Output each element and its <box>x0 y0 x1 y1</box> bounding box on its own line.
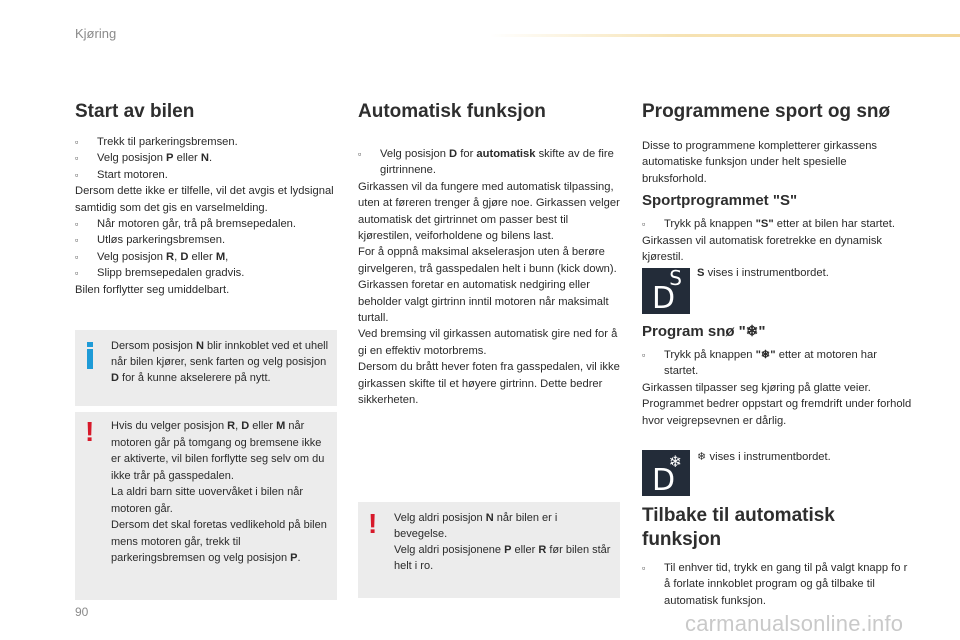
bullet-icon: ▫ <box>75 137 79 147</box>
list-item: ▫ Velg posisjon P eller N. <box>75 150 337 166</box>
info-box <box>75 330 337 406</box>
sport-display-icon: S D <box>642 268 690 314</box>
page-number: 90 <box>75 605 89 619</box>
paragraph: Girkassen vil da fungere med automatisk tilpassing, uten at føreren trenger å gjøre noe. Girkassen velger automatisk det girtrinnet om passer best til kjørestilen, veiforholdene og bilens last. <box>358 180 620 243</box>
list-item: ▫ Når motoren går, trå på bremsepedalen. <box>75 216 337 232</box>
snow-title: Program snø "❄" <box>642 323 766 340</box>
programs-section <box>642 100 912 265</box>
bullet-icon: ▫ <box>75 235 79 246</box>
programs-title: Programmene sport og snø <box>642 101 891 122</box>
list-item: ▫ Velg posisjon D for automatisk skifte av de fire girtrinnene. <box>358 146 620 179</box>
sport-display-note: S vises i instrumentbordet. <box>697 267 829 279</box>
paragraph: Programmet bedrer oppstart og fremdrift under forhold hvor veigrepsevnen er dårlig. <box>642 398 912 427</box>
list-item: ▫ Slipp bremsepedalen gradvis. <box>75 265 337 281</box>
list-item: ▫ Trykk på knappen "❄" etter at motoren har startet. <box>642 347 912 380</box>
list-item: ▫ Velg posisjon R, D eller M, <box>75 249 337 265</box>
paragraph: Girkassen tilpasser seg kjøring på glatte veier. <box>642 381 871 394</box>
automatic-title: Automatisk funksjon <box>358 101 546 122</box>
list-item: ▫ Til enhver tid, trykk en gang til på valgt knapp fo r å forlate innkoblet program og gå tilbake til automatisk funksjon. <box>642 560 912 609</box>
back-title: Tilbake til automatisk funksjon <box>642 505 835 550</box>
snow-section <box>642 318 912 429</box>
list-item: ▫ Trykk på knappen "S" etter at bilen har startet. <box>642 216 912 232</box>
warning-box <box>75 412 337 600</box>
snow-display-note: ❄ vises i instrumentbordet. <box>697 451 831 463</box>
bullet-icon: ▫ <box>75 268 79 279</box>
warning-text: Hvis du velger posisjon R, D eller M når motoren går på tomgang og bremsene ikke er aktiverte, vil bilen forflytte seg selv om du ikke trår på gasspedalen. La aldri barn sitte uovervåket i bilen når motoren går. Dersom det skal foretas vedlikehold på bilen mens motoren går, trekk til parkeringsbremsen og velg posisjon P. <box>111 420 327 564</box>
paragraph: Dersom du brått hever foten fra gasspedalen, vil ikke girkassen skifte til et høyere girtrinn. Dette bedrer sikkerheten. <box>358 361 620 407</box>
warning-box <box>358 502 620 598</box>
bullet-icon: ▫ <box>358 149 362 159</box>
bullet-icon: ▫ <box>75 169 79 180</box>
list-item: ▫ Utløs parkeringsbremsen. <box>75 232 337 248</box>
automatic-section <box>358 100 620 409</box>
paragraph: For å oppnå maksimal akselerasjon uten å berøre girvelgeren, trå gasspedalen helt i bunn (kick down). Girkassen foretar en automatisk nedgiring eller beholder valgt girtrinn inntil motoren når maksimalt turtall. <box>358 246 617 325</box>
bullet-icon: ▫ <box>75 153 79 164</box>
paragraph: Ved bremsing vil girkassen automatisk gire ned for å gi en effektiv motorbrems. <box>358 328 618 357</box>
watermark: carmanualsonline.info <box>685 611 904 636</box>
section-header: Kjøring <box>75 26 117 41</box>
sport-title: Sportprogrammet "S" <box>642 192 798 210</box>
warning-icon: ! <box>85 416 95 447</box>
paragraph: Disse to programmene kompletterer girkassens automatiske funksjon under helt spesielle bruksforhold. <box>642 140 878 185</box>
list-item: ▫ Trekk til parkeringsbremsen. <box>75 134 337 150</box>
paragraph: Girkassen vil automatisk foretrekke en dynamisk kjørestil. <box>642 234 883 264</box>
bullet-icon: ▫ <box>642 350 646 360</box>
bullet-icon: ▫ <box>75 251 79 262</box>
start-section <box>75 100 337 298</box>
start-title: Start av bilen <box>75 101 195 122</box>
info-icon <box>87 342 93 369</box>
back-section <box>642 504 912 609</box>
bullet-icon: ▫ <box>642 219 646 230</box>
header-rule <box>490 34 960 37</box>
warning-paragraph: Dersom dette ikke er tilfelle, vil det avgis et lydsignal samtidig som det gis en varselmelding. <box>75 185 334 214</box>
list-item: ▫ Start motoren. <box>75 167 337 183</box>
warning-text: Velg aldri posisjon N når bilen er i bevegelse. Velg aldri posisjonene P eller R før bilen står helt i ro. <box>394 512 611 572</box>
warning-icon: ! <box>368 508 378 539</box>
info-text: Dersom posisjon N blir innkoblet ved et uhell når bilen kjører, senk farten og velg posisjon D for å kunne akselerere på nytt. <box>111 340 329 384</box>
bullet-icon: ▫ <box>642 563 646 573</box>
bullet-icon: ▫ <box>75 219 79 230</box>
result-paragraph: Bilen forflytter seg umiddelbart. <box>75 283 230 296</box>
snow-display-icon: ❄ D <box>642 450 690 496</box>
